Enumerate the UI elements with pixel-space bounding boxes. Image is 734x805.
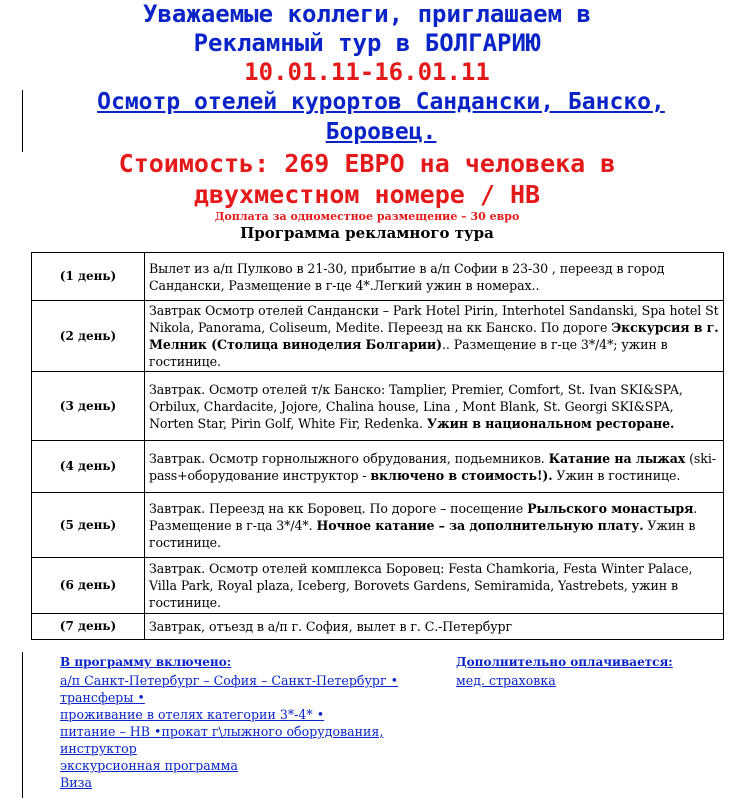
description-text: Ужин в гостинице.: [552, 467, 681, 483]
greeting-line-2: Рекламный тур в БОЛГАРИЮ: [193, 29, 541, 57]
program-day: (6 день): [32, 558, 145, 614]
extra-item[interactable]: мед. страховка: [456, 673, 556, 688]
highlight-text: Рыльского монастыря: [527, 500, 694, 516]
extra-title[interactable]: Дополнительно оплачивается:: [456, 655, 673, 669]
program-day: (1 день): [32, 253, 145, 301]
highlight-text: Ужин в национальном ресторане.: [426, 415, 675, 431]
highlight-text: Катание на лыжах: [548, 450, 686, 466]
description-text: Вылет из а/п Пулково в 21-30, прибытие в а/п Софии в 23-30 , переезд в город Сандански, Размещение в г-це 4*.Легкий ужин в номерах..: [149, 260, 665, 293]
description-text: Завтрак, отъезд в а/п г. София, вылет в г. С.-Петербург: [149, 619, 512, 634]
description-text: Ужин в гостинице.: [149, 517, 696, 550]
highlight-text: Экскурсия в г. Мелник (Столица виноделия Болгарии): [149, 320, 719, 352]
program-description: [145, 301, 724, 372]
program-day: (7 день): [32, 614, 145, 640]
program-row: [32, 558, 724, 614]
program-row: [32, 253, 724, 301]
single-surcharge: Доплата за одноместное размещение – 30 евро: [214, 210, 520, 223]
highlight-text: Ночное катание – за дополнительную плату.: [316, 517, 644, 533]
program-day: (2 день): [32, 301, 145, 372]
description-text: Завтрак. Осмотр отелей комплекса Боровец: Festa Chamkoria, Festa Winter Palace, Villa Park, Royal plaza, Iceberg, Borovets Gardens, Semiramida, Yastrebets, ужин в гостинице.: [149, 561, 693, 610]
program-row: [32, 614, 724, 640]
included-item[interactable]: Виза: [60, 775, 93, 790]
program-day: (3 день): [32, 372, 145, 441]
greeting-line-1: Уважаемые коллеги, приглашаем в: [143, 0, 591, 28]
hotels-link-block[interactable]: [0, 87, 734, 147]
program-description: [145, 493, 724, 558]
included-item[interactable]: трансферы •: [60, 690, 145, 705]
description-text: . Размещение в г-ца 3*/4*.: [149, 500, 698, 533]
program-day: (4 день): [32, 441, 145, 493]
price-line-1: Стоимость: 269 ЕВРО на человека в: [118, 149, 616, 178]
description-text: .. Размещение в г-це 3*/4*; ужин в гостинице.: [149, 337, 668, 369]
program-description: [145, 253, 724, 301]
extra-block: [456, 654, 673, 689]
program-row: [32, 493, 724, 558]
header: [0, 0, 734, 241]
program-description: [145, 441, 724, 493]
description-text: Завтрак. Переезд на кк Боровец. По дороге – посещение: [149, 500, 528, 516]
included-item[interactable]: питание – HB •прокат г\лыжного оборудования, инструктор: [60, 724, 384, 756]
description-text: Завтрак. Осмотр отелей т/к Банско: Tamplier, Premier, Comfort, St. Ivan SKI&SPA, Orbilux, Chardacite, Jojore, Chalina house, Lina , Mont Blank, St. Georgi SKI&SPA, Norten Star, Pirin Golf, White Fir, Redenka.: [149, 381, 683, 431]
included-item[interactable]: проживание в отелях категории 3*-4* •: [60, 707, 325, 722]
left-margin-bar-bottom: [22, 652, 23, 798]
tour-dates: 10.01.11-16.01.11: [244, 58, 490, 86]
highlight-text: включено в стоимость!).: [370, 467, 553, 483]
program-description: [145, 372, 724, 441]
program-row: [32, 301, 724, 372]
program-row: [32, 441, 724, 493]
included-item[interactable]: экскурсионная программа: [60, 758, 238, 773]
program-day: (5 день): [32, 493, 145, 558]
included-title[interactable]: В программу включено:: [60, 655, 232, 669]
program-title: Программа рекламного тура: [240, 224, 494, 242]
program-table: [31, 252, 724, 640]
program-description: [145, 614, 724, 640]
included-item[interactable]: а/п Санкт-Петербург – София – Санкт-Петербург •: [60, 673, 399, 688]
price-line-2: двухместном номере / HB: [193, 180, 541, 209]
description-text: Завтрак. Осмотр горнолыжного обрудования, подьемников.: [149, 450, 549, 466]
description-text: Завтрак Осмотр отелей Сандански – Park Hotel Pirin, Interhotel Sandanski, Spa hotel St Nikola, Panorama, Coliseum, Medite. Переезд на кк Банско. По дороге: [149, 303, 719, 335]
program-description: [145, 558, 724, 614]
included-block: [60, 654, 432, 791]
hotels-link-line-2[interactable]: Боровец.: [325, 119, 437, 145]
description-text: (ski-pass+оборудование инструктор -: [149, 450, 716, 483]
program-row: [32, 372, 724, 441]
hotels-link-line-1[interactable]: Осмотр отелей курортов Сандански, Банско,: [97, 89, 665, 115]
